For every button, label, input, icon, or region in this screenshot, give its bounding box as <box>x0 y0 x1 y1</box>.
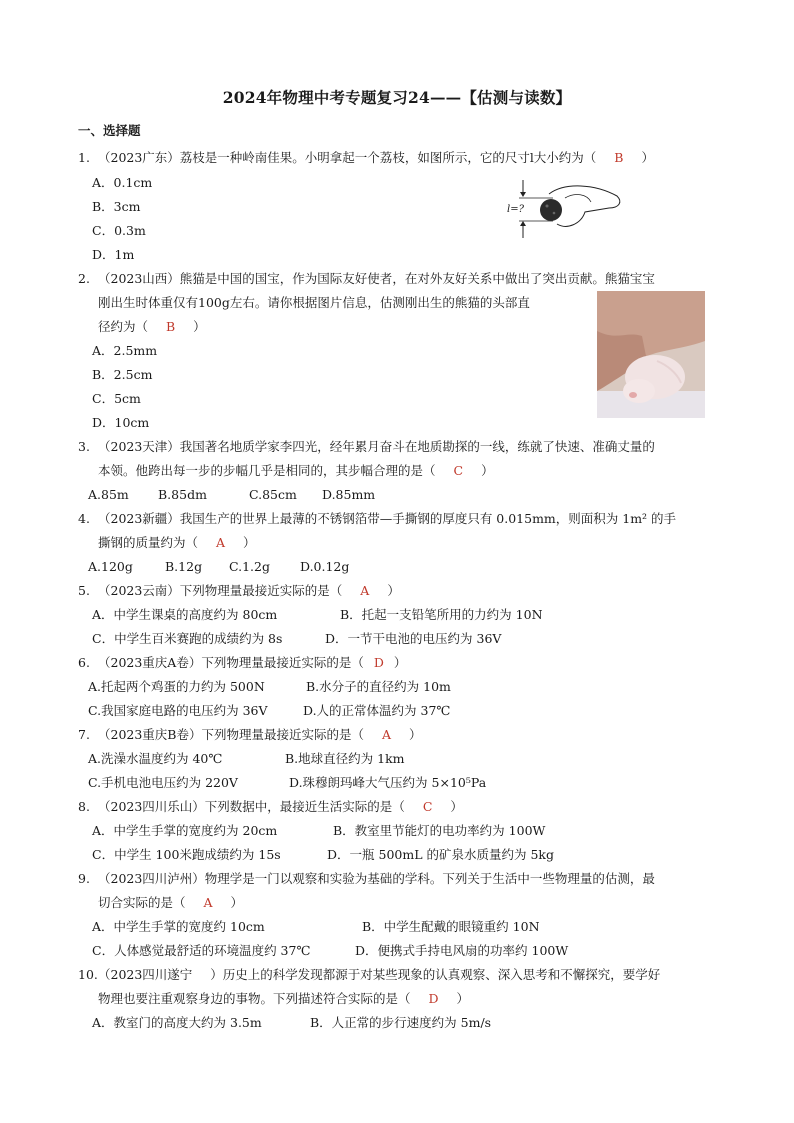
answer: D <box>373 655 384 670</box>
question-number: 5. <box>78 583 90 598</box>
option-c: C．5cm <box>92 391 141 406</box>
answer: A <box>360 583 370 598</box>
answer: A <box>216 535 226 550</box>
question-number: 2. <box>78 271 90 286</box>
option-b: B．人正常的步行速度约为 5m/s <box>310 1015 492 1030</box>
question-number: 6. <box>78 655 90 670</box>
lychee-hand-figure <box>505 178 625 240</box>
option-a: A．0.1cm <box>92 175 153 190</box>
option-b: B.地球直径约为 1km <box>285 751 405 766</box>
option-d: D.85mm <box>322 487 376 502</box>
answer: A <box>203 895 213 910</box>
option-d: D．一瓶 500mL 的矿泉水质量约为 5kg <box>327 847 554 862</box>
question-number: 4. <box>78 511 90 526</box>
option-d: D．10cm <box>92 415 150 430</box>
option-c: C．中学生 100米跑成绩约为 15s <box>92 847 281 862</box>
question-stem: （2023云南）下列物理量最接近实际的是（ <box>98 583 343 598</box>
answer: A <box>381 727 392 742</box>
option-c: C．0.3m <box>92 223 146 238</box>
option-a: A．中学生课桌的高度约为 80cm <box>92 607 278 622</box>
question-stem: （2023广东）荔枝是一种岭南佳果。小明拿起一个荔枝，如图所示，它的尺寸l大小约为（ <box>98 150 597 165</box>
answer: B <box>614 150 624 165</box>
option-c: C.手机电池电压约为 220V <box>88 775 238 790</box>
option-a: A.85m <box>88 487 129 502</box>
option-c: C．中学生百米赛跑的成绩约为 8s <box>92 631 283 646</box>
option-d: D．便携式手持电风扇的功率约 100W <box>355 943 569 958</box>
answer: D <box>428 991 439 1006</box>
question-stem: （2023重庆B卷）下列物理量最接近实际的是（ <box>98 727 364 742</box>
question-stem: （2023四川乐山）下列数据中，最接近生活实际的是（ <box>98 799 405 814</box>
option-d: D.0.12g <box>300 559 350 574</box>
option-d: D．1m <box>92 247 135 262</box>
answer: C <box>422 799 433 814</box>
option-c: C.1.2g <box>229 559 270 574</box>
option-a: A．2.5mm <box>92 343 158 358</box>
option-b: B.水分子的直径约为 10m <box>306 679 451 694</box>
option-b: B．2.5cm <box>92 367 153 382</box>
section-heading: 一、选择题 <box>78 123 141 138</box>
option-b: B．教室里节能灯的电功率约为 100W <box>333 823 546 838</box>
option-b: B.85dm <box>158 487 207 502</box>
option-d: D.人的正常体温约为 37℃ <box>303 703 451 718</box>
answer: C <box>453 463 464 478</box>
question-number: 10. <box>78 967 98 982</box>
answer: B <box>166 319 176 334</box>
option-a: A.120g <box>88 559 133 574</box>
option-c: C．人体感觉最舒适的环境温度约 37℃ <box>92 943 311 958</box>
question-stem: （2023四川遂宁 <box>98 967 193 982</box>
question-number: 1. <box>78 150 90 165</box>
figure-label: l=? <box>507 204 524 215</box>
option-b: B．中学生配戴的眼镜重约 10N <box>362 919 540 934</box>
option-b: B.12g <box>165 559 203 574</box>
option-a: A．教室门的高度大约为 3.5m <box>92 1015 262 1030</box>
option-a: A.洗澡水温度约为 40℃ <box>88 751 223 766</box>
question-number: 8. <box>78 799 90 814</box>
option-c: C.我国家庭电路的电压约为 36V <box>88 703 268 718</box>
question-stem: （2023新疆）我国生产的世界上最薄的不锈钢箔带—手撕钢的厚度只有 0.015mm，则面积为 1m² 的手 <box>98 511 677 526</box>
page-title: 2024年物理中考专题复习24——【估测与读数】 <box>222 88 572 107</box>
panda-cub-photo <box>597 291 705 418</box>
option-c: C.85cm <box>249 487 297 502</box>
question-stem: （2023山西）熊猫是中国的国宝，作为国际友好使者，在对外友好关系中做出了突出贡献。熊猫宝宝 <box>98 271 655 286</box>
question-number: 7. <box>78 727 90 742</box>
option-a: A．中学生手掌的宽度约为 20cm <box>92 823 278 838</box>
option-b: B．托起一支铅笔所用的力约为 10N <box>340 607 543 622</box>
option-a: A.托起两个鸡蛋的力约为 500N <box>88 679 265 694</box>
question-stem: （2023天津）我国著名地质学家李四光，经年累月奋斗在地质勘探的一线，练就了快速、准确丈量的 <box>98 439 655 454</box>
option-a: A．中学生手掌的宽度约 10cm <box>92 919 265 934</box>
question-stem: （2023四川泸州）物理学是一门以观察和实验为基础的学科。下列关于生活中一些物理量的估测，最 <box>98 871 655 886</box>
option-b: B．3cm <box>92 199 141 214</box>
option-d: D．一节干电池的电压约为 36V <box>325 631 502 646</box>
question-stem: （2023重庆A卷）下列物理量最接近实际的是（ <box>98 655 364 670</box>
option-d: D.珠穆朗玛峰大气压约为 5×10⁵Pa <box>289 775 487 790</box>
question-number: 3. <box>78 439 90 454</box>
question-number: 9. <box>78 871 90 886</box>
